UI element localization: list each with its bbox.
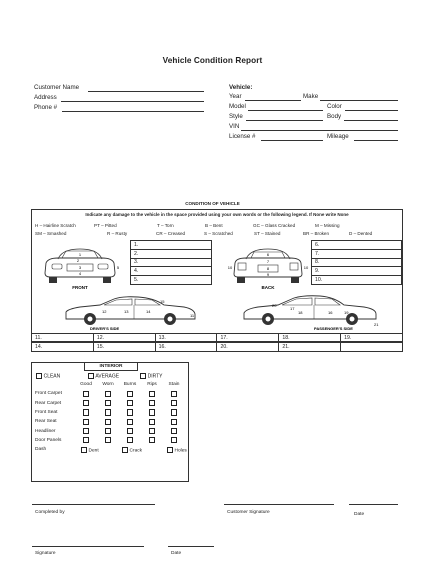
field-15[interactable]: 15. [93,342,155,351]
field-12[interactable]: 12. [93,334,155,343]
field-8[interactable]: 8. [312,258,402,267]
driver-num-15: 15 [160,299,165,304]
average-option[interactable] [88,373,119,379]
interior-corner [35,380,75,389]
vin-field[interactable] [241,130,398,131]
row-dash: Dash [35,447,47,453]
interior-box [31,362,189,482]
rear-seat-good-checkbox[interactable] [83,419,89,425]
drivers-side-label: DRIVER'S SIDE [90,326,120,331]
front-carpet-rips-checkbox[interactable] [149,391,155,397]
door-panels-burns-checkbox[interactable] [127,437,133,443]
driver-num-11: 11 [190,313,195,318]
back-num-7: 7 [266,259,270,264]
legend-pitted: PT – Pitted [94,223,117,228]
row-rear-carpet: Rear Carpet [35,400,62,406]
back-num-6: 6 [266,252,270,257]
table-row [35,408,185,417]
customer-signature-label: Customer Signature [227,510,270,515]
make-label: Make [303,93,319,100]
dash-crack-label: Crack [129,447,143,453]
signature-line[interactable] [32,546,144,547]
side-fields-table [31,333,403,352]
row-headliner: Headliner [35,428,56,434]
back-fields [311,240,402,285]
dirty-checkbox[interactable] [140,373,146,379]
signature-label: Signature [35,551,56,556]
make-field[interactable] [320,100,398,101]
license-label: License # [229,133,256,140]
front-carpet-burns-checkbox[interactable] [127,391,133,397]
dirty-label: DIRTY [147,373,163,380]
front-carpet-good-checkbox[interactable] [83,391,89,397]
front-num-1: 1 [78,252,82,257]
back-num-9: 9 [266,272,270,277]
front-carpet-stain-checkbox[interactable] [171,391,177,397]
door-panels-rips-checkbox[interactable] [149,437,155,443]
rear-carpet-good-checkbox[interactable] [83,400,89,406]
car-back-diagram [226,245,310,291]
license-field[interactable] [261,140,323,141]
rear-carpet-worn-checkbox[interactable] [105,400,111,406]
col-worn: Worn [102,382,114,388]
customer-signature-line[interactable] [224,504,334,505]
field-13[interactable]: 13. [155,334,217,343]
headliner-good-checkbox[interactable] [83,428,89,434]
field-16[interactable]: 16. [155,342,217,351]
mileage-field[interactable] [354,140,398,141]
door-panels-good-checkbox[interactable] [83,437,89,443]
rear-seat-worn-checkbox[interactable] [105,419,111,425]
phone-label: Phone # [34,104,58,111]
address-field[interactable] [61,101,204,102]
door-panels-worn-checkbox[interactable] [105,437,111,443]
field-17[interactable]: 17. [217,334,279,343]
pass-num-16: 16 [328,310,333,315]
rear-carpet-stain-checkbox[interactable] [171,400,177,406]
condition-box [31,209,403,342]
dash-holes-label: Holes [174,447,187,453]
back-num-8: 8 [266,266,270,271]
style-field[interactable] [246,120,323,121]
condition-heading: CONDITION OF VEHICLE [185,201,240,206]
table-row [35,399,185,408]
dash-crack-checkbox[interactable] [122,447,128,453]
legend-glass-cracked: GC – Glass Cracked [253,223,296,228]
average-label: AVERAGE [95,373,120,380]
front-num-3: 3 [78,265,82,270]
passengers-side-label: PASSENGER'S SIDE [314,326,353,331]
front-seat-worn-checkbox[interactable] [105,409,111,415]
front-seat-stain-checkbox[interactable] [171,409,177,415]
back-num-10-left: 10 [227,265,233,270]
row-rear-seat: Rear Seat [35,419,57,425]
legend-smashed: SM – Smashed [35,231,67,236]
rear-carpet-rips-checkbox[interactable] [149,400,155,406]
field-1[interactable]: 1. [131,241,212,250]
mileage-label: Mileage [327,133,349,140]
table-row [35,417,185,426]
col-burns: Burns [123,382,137,388]
headliner-rips-checkbox[interactable] [149,428,155,434]
row-door-panels: Door Panels [35,437,62,443]
front-num-2: 2 [76,258,80,263]
door-panels-stain-checkbox[interactable] [171,437,177,443]
field-6[interactable]: 6. [312,241,402,250]
year-field[interactable] [245,100,301,101]
table-row [35,389,185,398]
rear-seat-burns-checkbox[interactable] [127,419,133,425]
front-seat-good-checkbox[interactable] [83,409,89,415]
pass-num-20: 20 [272,303,277,308]
completed-by-label: Completed by [35,510,65,515]
row-front-carpet: Front Carpet [35,391,62,397]
instructions: Indicate any damage to the vehicle in the space provided using your own words or the following legend. If None write None [85,212,349,217]
clean-label: CLEAN [43,373,61,380]
field-21[interactable]: 21. [279,342,341,351]
headliner-burns-checkbox[interactable] [127,428,133,434]
row-front-seat: Front Seat [35,410,58,416]
field-4[interactable]: 4. [131,267,212,276]
legend-dented: D – Dented [349,231,373,236]
col-stain: Stain [168,382,180,388]
legend-scratched: S – Scratched [204,231,233,236]
body-label: Body [327,113,342,120]
pass-num-17: 17 [290,306,295,311]
front-num-4: 4 [78,271,82,276]
color-label: Color [327,103,342,110]
driver-num-14: 14 [146,309,151,314]
rear-carpet-burns-checkbox[interactable] [127,400,133,406]
legend-hairline: H – Hairline Scratch [35,223,76,228]
field-5[interactable]: 5. [131,276,212,285]
dash-holes-checkbox[interactable] [167,447,173,453]
col-good: Good [80,382,92,388]
field-14[interactable]: 14. [32,342,94,351]
date2-line[interactable] [168,546,214,547]
customer-name-field[interactable] [88,91,204,92]
front-seat-burns-checkbox[interactable] [127,409,133,415]
field-20[interactable]: 20. [217,342,279,351]
average-checkbox[interactable] [88,373,94,379]
front-fields [130,240,212,285]
front-label: FRONT [72,285,88,290]
pass-num-21: 21 [374,322,379,327]
clean-checkbox[interactable] [36,373,42,379]
driver-num-12: 12 [102,309,107,314]
date2-label: Date [171,551,182,556]
legend-broken: BR – Broken [303,231,330,236]
legend-bent: B – Bent [205,223,223,228]
front-carpet-worn-checkbox[interactable] [105,391,111,397]
vin-label: VIN [229,123,240,130]
model-field[interactable] [248,110,323,111]
date1-line[interactable] [349,504,398,505]
interior-heading: INTERIOR [84,363,138,371]
clean-option[interactable] [36,373,60,379]
front-num-5: 5 [116,265,120,270]
field-11[interactable]: 11. [32,334,94,343]
driver-num-13: 13 [124,309,129,314]
field-3[interactable]: 3. [131,258,212,267]
table-row [35,426,185,435]
phone-field[interactable] [62,111,204,112]
back-label: BACK [261,285,275,290]
style-label: Style [229,113,243,120]
col-rips: Rips [147,382,157,388]
color-field[interactable] [345,110,398,111]
interior-table [35,380,185,454]
pass-num-19: 19 [344,310,349,315]
car-passenger-side-diagram [238,293,382,331]
vehicle-heading: Vehicle: [229,84,253,91]
table-row [35,445,185,454]
body-field[interactable] [344,120,398,121]
field-empty [341,342,403,351]
year-label: Year [229,93,242,100]
model-label: Model [229,103,246,110]
legend-creased: CR – Creased [156,231,186,236]
legend-torn: T – Torn [157,223,174,228]
field-18[interactable]: 18. [279,334,341,343]
pass-num-18: 18 [298,310,303,315]
car-front-diagram [38,245,122,291]
dash-dent-label: Dent [88,447,99,453]
car-driver-side-diagram [60,295,200,331]
rear-seat-rips-checkbox[interactable] [149,419,155,425]
field-2[interactable]: 2. [131,249,212,258]
front-seat-rips-checkbox[interactable] [149,409,155,415]
dash-dent-checkbox[interactable] [81,447,87,453]
legend-rusty: R – Rusty [107,231,128,236]
rear-seat-stain-checkbox[interactable] [171,419,177,425]
headliner-stain-checkbox[interactable] [171,428,177,434]
customer-name-label: Customer Name [34,84,80,91]
back-num-10-right: 10 [303,265,309,270]
legend-stained: ST – Stained [254,231,281,236]
address-label: Address [34,94,57,101]
legend-missing: M – Missing [315,223,340,228]
headliner-worn-checkbox[interactable] [105,428,111,434]
page-title: Vehicle Condition Report [162,56,263,65]
completed-by-line[interactable] [32,504,155,505]
field-7[interactable]: 7. [312,249,402,258]
field-10[interactable]: 10. [312,276,402,285]
field-9[interactable]: 9. [312,267,402,276]
dirty-option[interactable] [140,373,163,379]
field-19[interactable]: 19. [341,334,403,343]
table-row [35,436,185,445]
date1-label: Date [354,512,365,517]
